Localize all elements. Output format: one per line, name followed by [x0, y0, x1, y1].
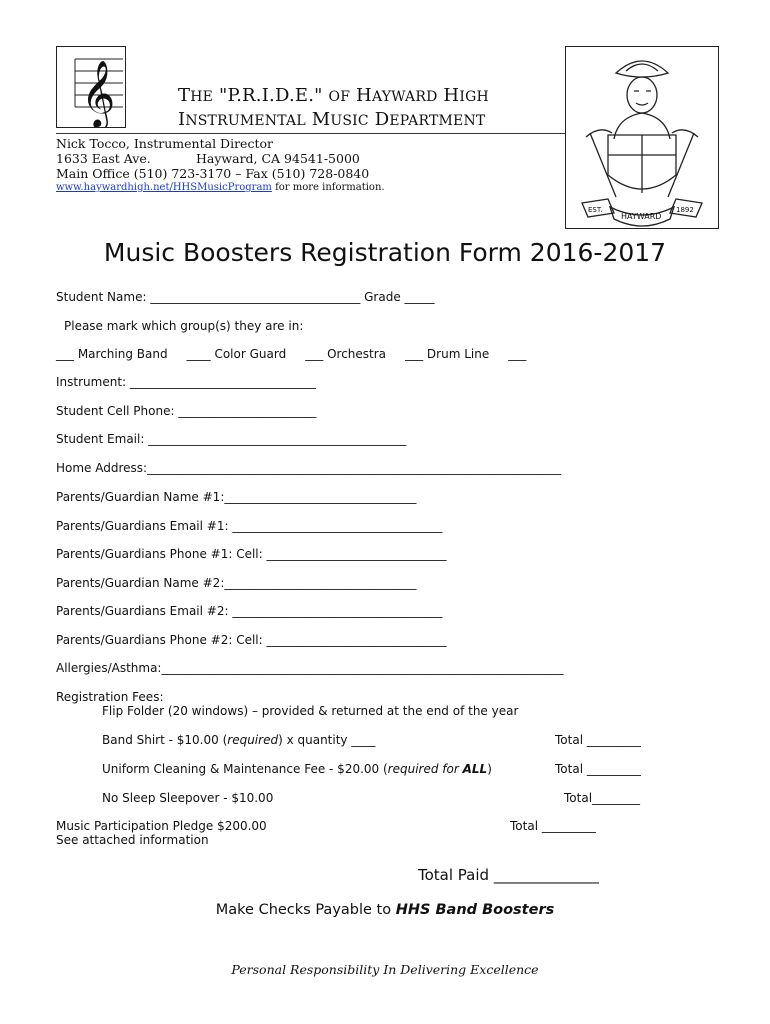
treble-clef-icon [57, 47, 125, 127]
phone-fax: Main Office (510) 723-3170 – Fax (510) 728-0840 [56, 166, 370, 181]
fees-heading: Registration Fees: [56, 690, 164, 704]
band-shirt-fee: Band Shirt - $10.00 (required) x quantity ____ [102, 733, 376, 747]
allergies-field[interactable]: Allergies/Asthma:___________________________________________________________________ [56, 661, 564, 675]
director-name: Nick Tocco, Instrumental Director [56, 136, 273, 151]
pride-motto: Personal Responsibility In Delivering Excellence [231, 962, 539, 977]
city-address: Hayward, CA 94541-5000 [196, 151, 360, 166]
street-address: 1633 East Ave. [56, 151, 151, 166]
instrument-field[interactable]: Instrument: _______________________________ [56, 375, 316, 389]
total-paid-field[interactable]: Total Paid ______________ [418, 866, 599, 884]
form-title: Music Boosters Registration Form 2016-2017 [103, 238, 667, 267]
header-divider [56, 133, 565, 134]
parent-name-1-field[interactable]: Parents/Guardian Name #1:________________________________ [56, 490, 417, 504]
parent-email-2-field[interactable]: Parents/Guardians Email #2: ___________________________________ [56, 604, 443, 618]
crest-banner-text: HAYWARD [621, 212, 662, 221]
student-name-field[interactable]: Student Name: ___________________________________ Grade _____ [56, 290, 435, 304]
band-shirt-total[interactable]: Total _________ [555, 733, 641, 747]
pioneer-crest-icon [566, 47, 718, 228]
groups-selection-line[interactable]: ___ Marching Band ____ Color Guard ___ Orchestra ___ Drum Line ___ [56, 347, 527, 361]
crest-year-text: 1892 [676, 206, 694, 214]
checks-payable-line: Make Checks Payable to HHS Band Boosters [215, 902, 555, 918]
department-title-line1: THE "P.R.I.D.E." OF HAYWARD HIGH [178, 85, 489, 106]
parent-email-1-field[interactable]: Parents/Guardians Email #1: ___________________________________ [56, 519, 443, 533]
sleepover-total[interactable]: Total________ [564, 791, 641, 805]
student-cell-field[interactable]: Student Cell Phone: _______________________ [56, 404, 317, 418]
school-crest [565, 46, 719, 229]
parent-name-2-field[interactable]: Parents/Guardian Name #2:________________________________ [56, 576, 417, 590]
sleepover-fee: No Sleep Sleepover - $10.00 [102, 791, 274, 805]
mark-groups-instruction: Please mark which group(s) they are in: [64, 319, 304, 333]
home-address-field[interactable]: Home Address:_____________________________________________________________________ [56, 461, 562, 475]
pledge-total[interactable]: Total _________ [510, 819, 596, 833]
pledge-note: See attached information [56, 833, 209, 847]
website-link[interactable]: www.haywardhigh.net/HHSMusicProgram [56, 182, 272, 193]
department-title-line2: INSTRUMENTAL MUSIC DEPARTMENT [178, 109, 486, 130]
website-line [56, 182, 385, 193]
treble-clef-logo [56, 46, 126, 128]
parent-phone-1-field[interactable]: Parents/Guardians Phone #1: Cell: ______________________________ [56, 547, 447, 561]
uniform-cleaning-total[interactable]: Total _________ [555, 762, 641, 776]
svg-text:𝄞: 𝄞 [81, 59, 116, 127]
uniform-cleaning-fee: Uniform Cleaning & Maintenance Fee - $20.00 (required for ALL) [102, 762, 492, 776]
website-suffix: for more information. [271, 182, 385, 193]
crest-est-text: EST. [588, 206, 603, 214]
flip-folder-fee: Flip Folder (20 windows) – provided & returned at the end of the year [102, 704, 519, 718]
student-email-field[interactable]: Student Email: ___________________________________________ [56, 432, 407, 446]
pledge-fee: Music Participation Pledge $200.00 [56, 819, 267, 833]
parent-phone-2-field[interactable]: Parents/Guardians Phone #2: Cell: ______________________________ [56, 633, 447, 647]
